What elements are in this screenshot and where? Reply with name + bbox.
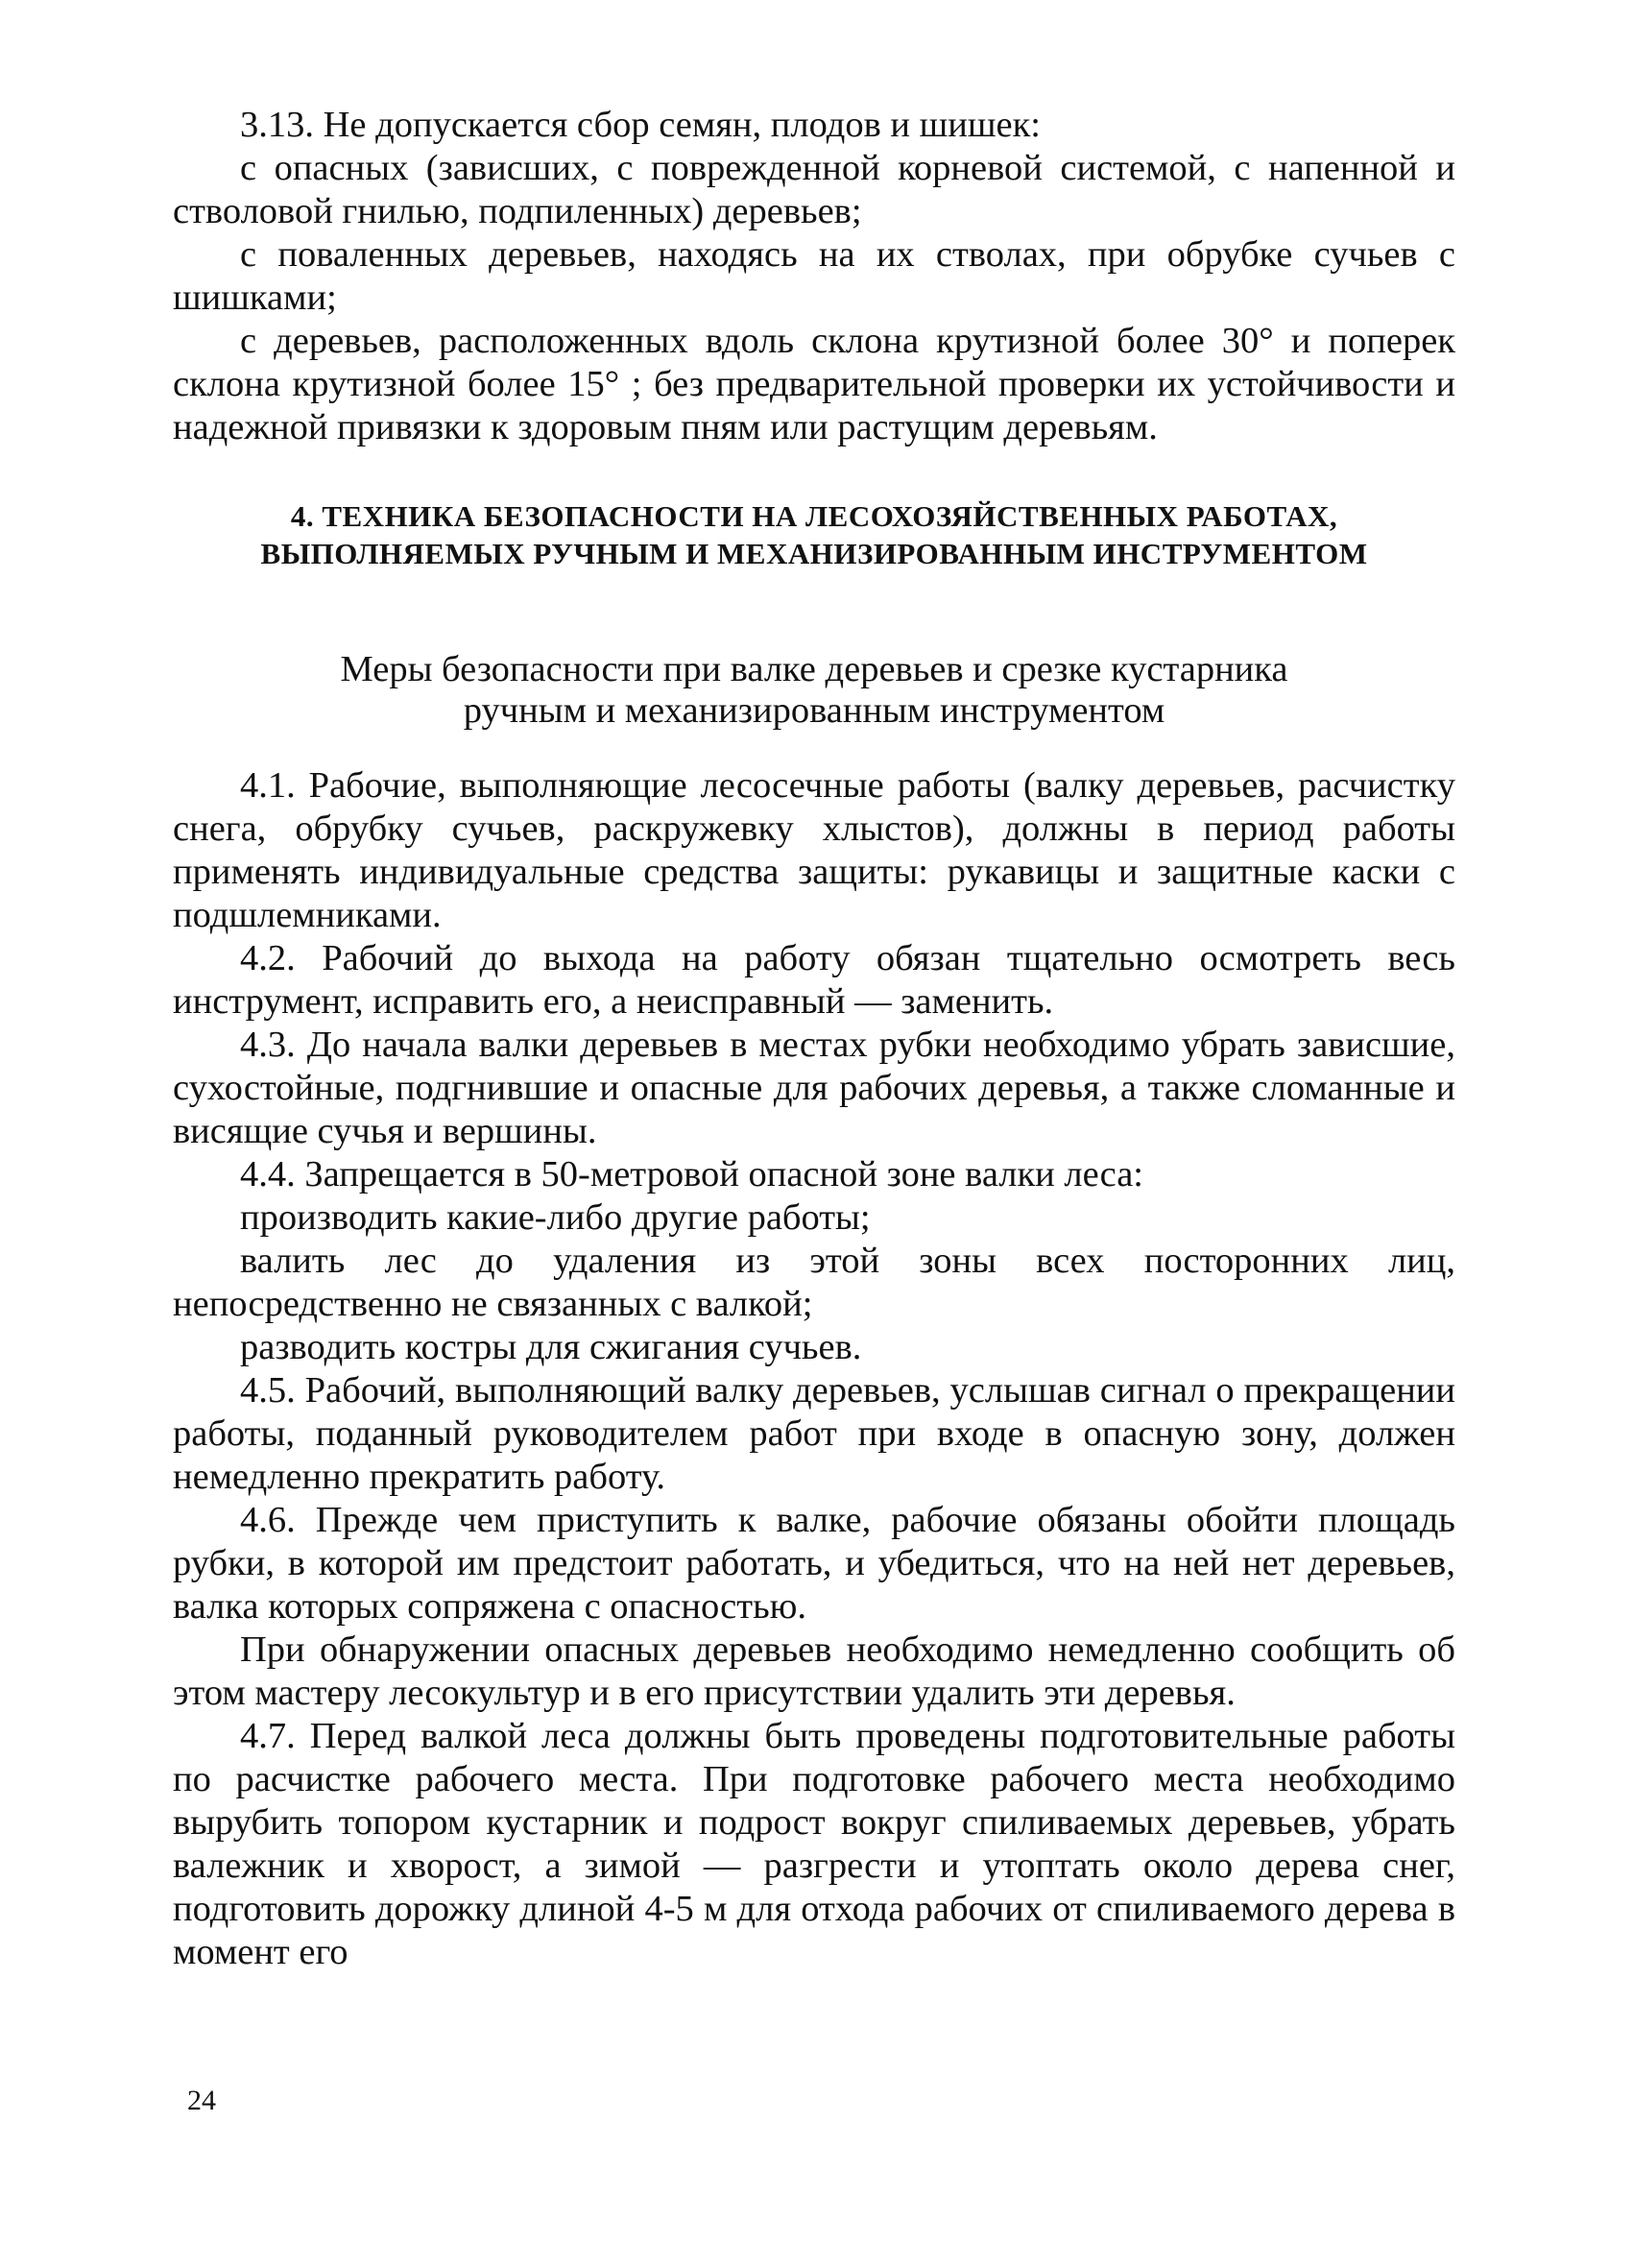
section-title-line-2: ВЫПОЛНЯЕМЫХ РУЧНЫМ И МЕХАНИЗИРОВАННЫМ ИНСТРУМЕНТОМ — [260, 537, 1368, 570]
paragraph-4-6: 4.6. Прежде чем приступить к валке, рабочие обязаны обойти площадь рубки, в которой им предстоит работать, и убедиться, что на ней нет деревьев, валка которых сопряжена с опасностью. — [173, 1500, 1455, 1627]
paragraph-4-4-item-1: производить какие-либо другие работы; — [240, 1197, 871, 1238]
paragraph-4-6-note: При обнаружении опасных деревьев необходимо немедленно сообщить об этом мастеру лесокультур и в его присутствии удалить эти деревья. — [173, 1629, 1455, 1713]
section-title-line-1: 4. ТЕХНИКА БЕЗОПАСНОСТИ НА ЛЕСОХОЗЯЙСТВЕННЫХ РАБОТАХ, — [290, 499, 1338, 533]
paragraph-4-4-item-2: валить лес до удаления из этой зоны всех посторонних лиц, непосредственно не связанных с валкой; — [173, 1241, 1455, 1324]
document-page — [173, 104, 1455, 1974]
paragraph-4-4-item-3: разводить костры для сжигания сучьев. — [240, 1327, 862, 1367]
subsection-heading — [173, 649, 1455, 732]
paragraph-4-5: 4.5. Рабочий, выполняющий валку деревьев, услышав сигнал о прекращении работы, поданный руководителем работ при входе в опасную зону, должен немедленно прекратить работу. — [173, 1370, 1455, 1497]
section-4-heading — [173, 497, 1455, 572]
paragraph-4-4: 4.4. Запрещается в 50-метровой опасной зоне валки леса: — [240, 1154, 1143, 1194]
spacer — [173, 732, 1455, 764]
spacer — [173, 449, 1455, 497]
paragraph-4-7: 4.7. Перед валкой леса должны быть проведены подготовительные работы по расчистке рабочего места. При подготовке рабочего места необходимо вырубить топором кустарник и подрост вокруг спиливаемых деревьев, убрать валежник и хворост, а зимой — разгрести и утоптать около дерева снег, подготовить дорожку длиной 4-5 м для отхода рабочих от спиливаемого дерева в момент его — [173, 1716, 1455, 1972]
paragraph-4-3: 4.3. До начала валки деревьев в местах рубки необходимо убрать зависшие, сухостойные, подгнившие и опасные для рабочих деревья, а также сломанные и висящие сучья и вершины. — [173, 1025, 1455, 1151]
paragraph-fallen-trees: с поваленных деревьев, находясь на их стволах, при обрубке сучьев с шишками; — [173, 234, 1455, 318]
subsection-title-line-1: Меры безопасности при валке деревьев и срезке кустарника — [340, 649, 1288, 689]
paragraph-4-1: 4.1. Рабочие, выполняющие лесосечные работы (валку деревьев, расчистку снега, обрубку сучьев, раскружевку хлыстов), должны в период работы применять индивидуальные средства защиты: рукавицы и защитные каски с подшлемниками. — [173, 765, 1455, 935]
paragraph-dangerous-trees: с опасных (зависших, с поврежденной корневой системой, с напенной и стволовой гнилью, подпиленных) деревьев; — [173, 148, 1455, 231]
subsection-title-line-2: ручным и механизированным инструментом — [463, 690, 1165, 731]
paragraph-3-13: 3.13. Не допускается сбор семян, плодов и шишек: — [240, 105, 1041, 145]
spacer — [173, 572, 1455, 649]
paragraph-4-2: 4.2. Рабочий до выхода на работу обязан тщательно осмотреть весь инструмент, исправить его, а неисправный — заменить. — [173, 938, 1455, 1022]
paragraph-slope-trees: с деревьев, расположенных вдоль склона крутизной более 30° и поперек склона крутизной более 15° ; без предварительной проверки их устойчивости и надежной привязки к здоровым пням или растущим деревьям. — [173, 321, 1455, 447]
page-number: 24 — [187, 2085, 216, 2116]
